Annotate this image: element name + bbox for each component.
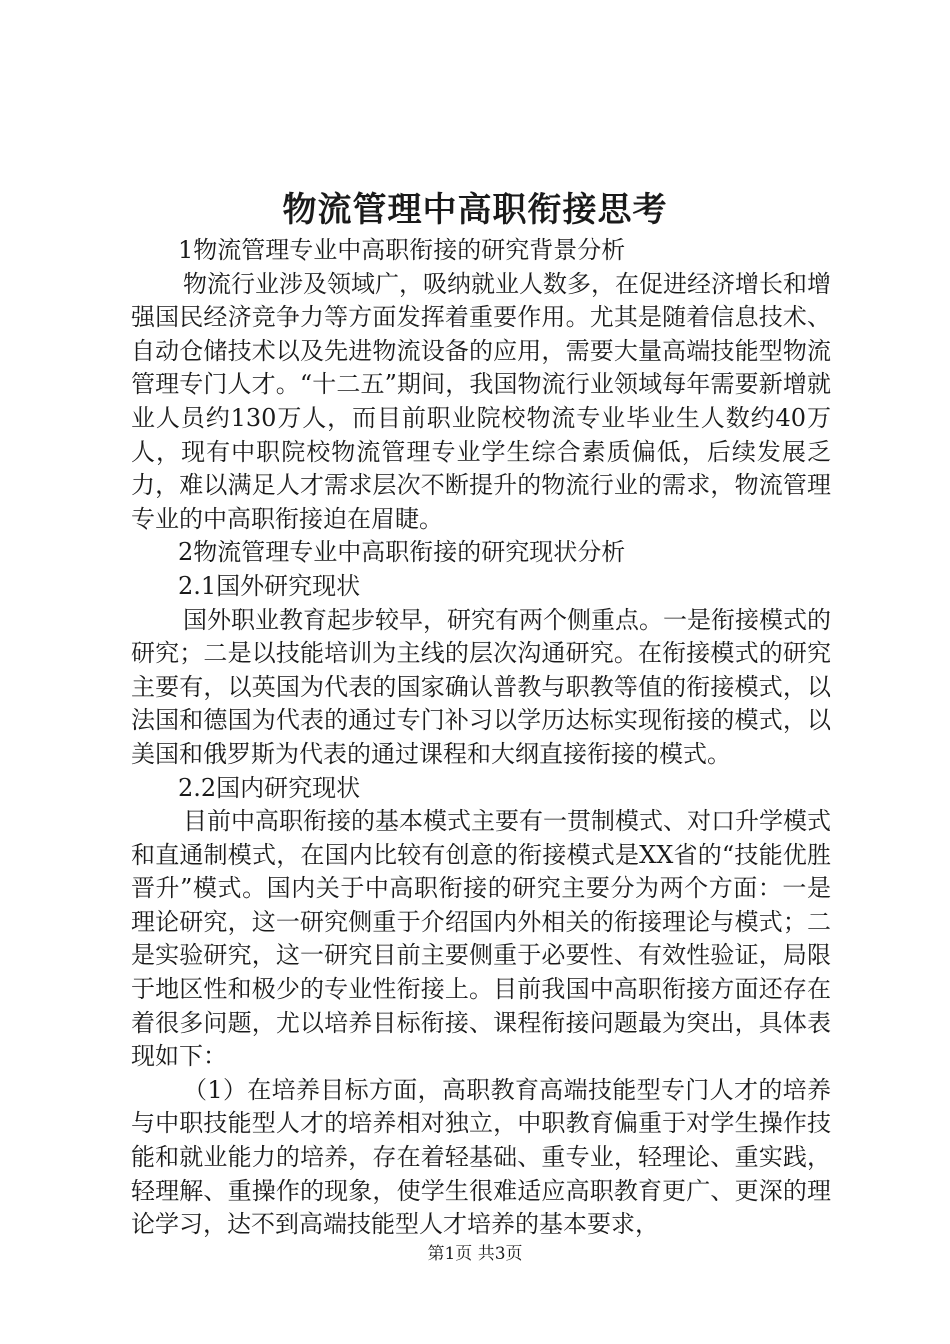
page-number: 第1页 共3页 <box>427 1244 523 1264</box>
section-heading: 2物流管理专业中高职衔接的研究现状分析 <box>178 538 626 567</box>
body-paragraph: 国外职业教育起步较早，研究有两个侧重点。一是衔接模式的研究；二是以技能培训为主线的层次沟通研究。在衔接模式的研究主要有，以英国为代表的国家确认普教与职教等值的衔接模式，以法国和德国为代表的通过专门补习以学历达标实现衔接的模式，以美国和俄罗斯为代表的通过课程和大纲直接衔接的模式。 <box>131 605 831 768</box>
body-paragraph: 物流行业涉及领域广，吸纳就业人数多，在促进经济增长和增强国民经济竞争力等方面发挥着重要作用。尤其是随着信息技术、自动仓储技术以及先进物流设备的应用，需要大量高端技能型物流管理专门人才。“十二五”期间，我国物流行业领域每年需要新增就业人员约130万人，而目前职业院校物流专业毕业生人数约40万人，现有中职院校物流管理专业学生综合素质偏低，后续发展乏力，难以满足人才需求层次不断提升的物流行业的需求，物流管理专业的中高职衔接迫在眉睫。 <box>131 269 831 533</box>
subsection-heading: 2.1国外研究现状 <box>178 571 361 600</box>
document-body <box>131 234 831 1242</box>
body-paragraph: （1）在培养目标方面，高职教育高端技能型专门人才的培养与中职技能型人才的培养相对独立，中职教育偏重于对学生操作技能和就业能力的培养，存在着轻基础、重专业，轻理论、重实践，轻理解、重操作的现象，使学生很难适应高职教育更广、更深的理论学习，达不到高端技能型人才培养的基本要求， <box>131 1075 831 1239</box>
subsection-heading: 2.2国内研究现状 <box>178 773 361 802</box>
body-paragraph: 目前中高职衔接的基本模式主要有一贯制模式、对口升学模式和直通制模式，在国内比较有创意的衔接模式是XX省的“技能优胜晋升”模式。国内关于中高职衔接的研究主要分为两个方面：一是理论研究，这一研究侧重于介绍国内外相关的衔接理论与模式；二是实验研究，这一研究目前主要侧重于必要性、有效性验证，局限于地区性和极少的专业性衔接上。目前我国中高职衔接方面还存在着很多问题，尤以培养目标衔接、课程衔接问题最为突出，具体表现如下： <box>131 807 831 1071</box>
document-title: 物流管理中高职衔接思考 <box>282 190 668 230</box>
section-heading: 1物流管理专业中高职衔接的研究背景分析 <box>178 236 626 264</box>
